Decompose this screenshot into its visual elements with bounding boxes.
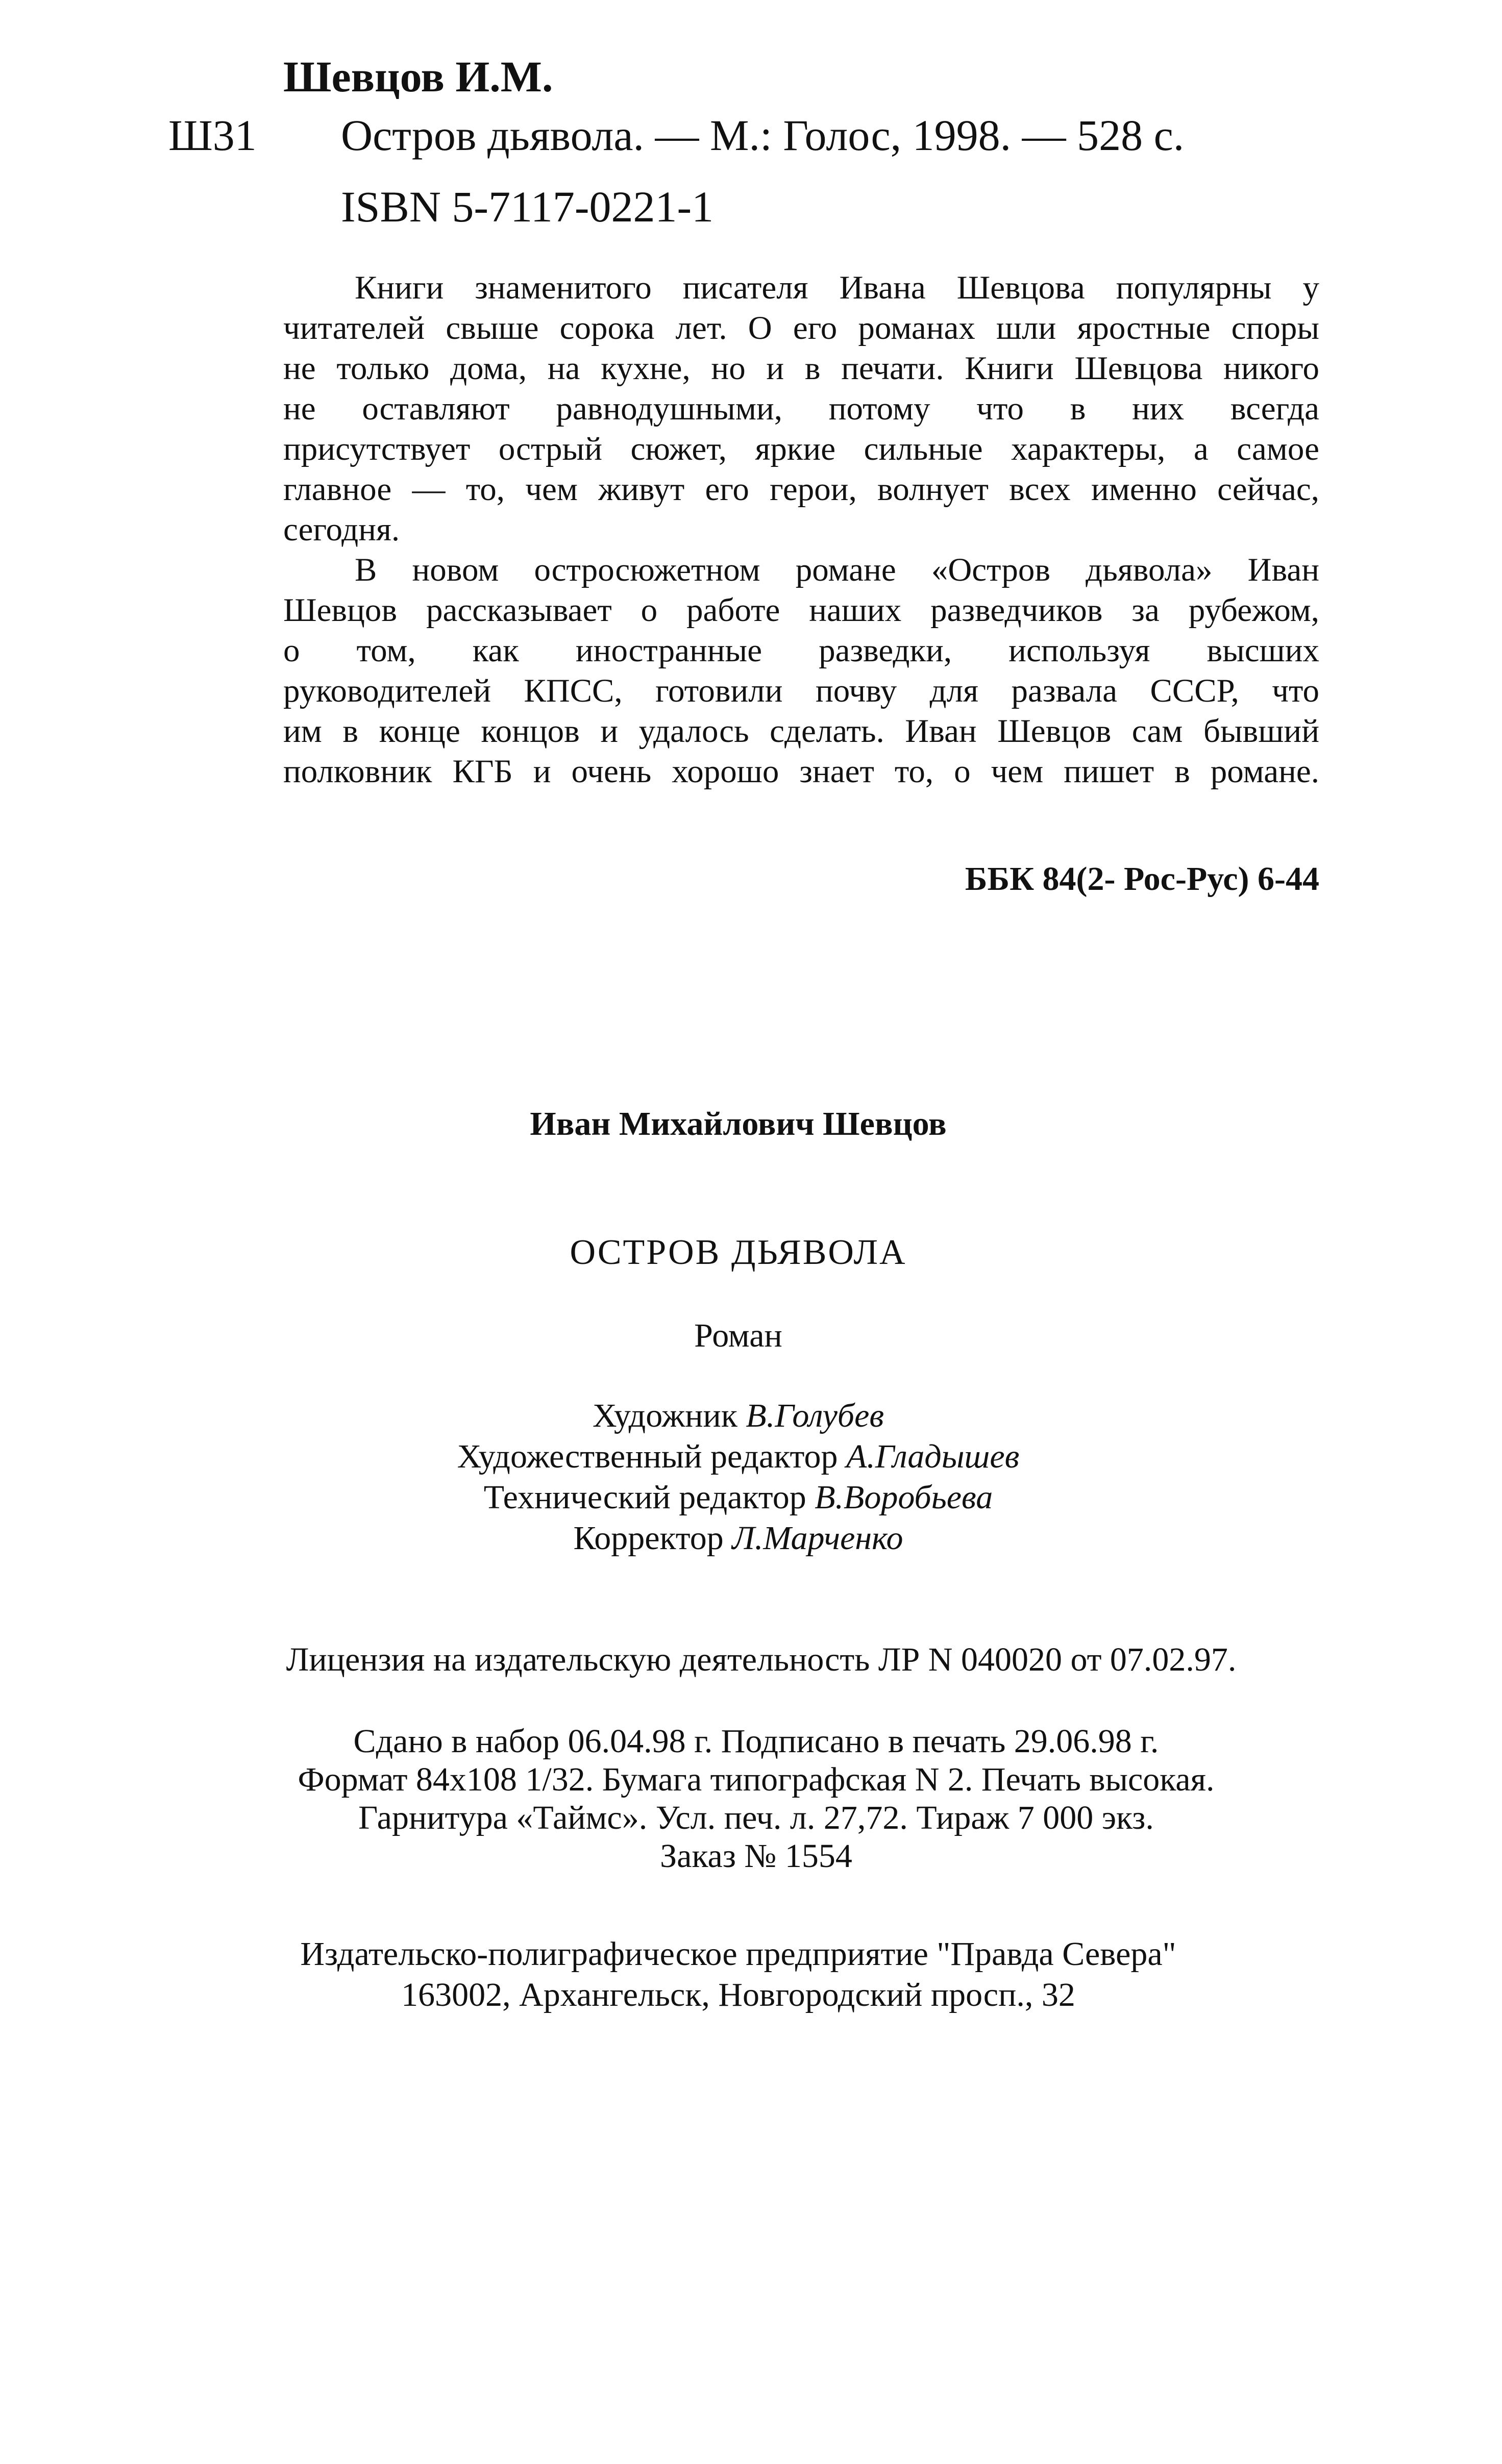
staff-line [0, 1477, 1489, 1518]
staff-name: Л.Марченко [732, 1520, 903, 1557]
annotation-line: Шевцов рассказывает о работе наших разведчиков за рубежом, [283, 592, 1319, 629]
staff-credits [0, 1396, 1489, 1559]
bibliographic-line: Остров дьявола. — М.: Голос, 1998. — 528 с. [341, 111, 1185, 160]
publisher-address: 163002, Архангельск, Новгородский просп., 32 [401, 1976, 1075, 2013]
staff-name: В.Воробьева [815, 1479, 993, 1516]
call-number: Ш31 [168, 111, 257, 160]
book-title: ОСТРОВ ДЬЯВОЛА [570, 1233, 907, 1272]
annotation-line: им в конце концов и удалось сделать. Иван Шевцов сам бывший [283, 713, 1319, 750]
print-info-line: Формат 84x108 1/32. Бумага типографская N 2. Печать высокая. [298, 1761, 1215, 1798]
genre: Роман [694, 1317, 782, 1354]
author-full-name: Иван Михайлович Шевцов [530, 1105, 947, 1142]
staff-role: Художественный редактор [457, 1438, 838, 1475]
annotation-line: читателей свыше сорока лет. О его романах шли яростные споры [283, 310, 1319, 346]
annotation-paragraph-1 [283, 268, 1319, 550]
staff-role: Корректор [573, 1520, 724, 1557]
annotation-line: не только дома, на кухне, но и в печати. Книги Шевцова никого [283, 350, 1319, 387]
annotation-line: присутствует острый сюжет, яркие сильные характеры, а самое [283, 431, 1319, 467]
annotation-line: не оставляют равнодушными, потому что в них всегда [283, 390, 1319, 427]
annotation-line: полковник КГБ и очень хорошо знает то, о чем пишет в романе. [283, 753, 1319, 790]
staff-name: В.Голубев [746, 1397, 884, 1434]
print-info-line: Сдано в набор 06.04.98 г. Подписано в печать 29.06.98 г. [353, 1723, 1159, 1760]
isbn: ISBN 5-7117-0221-1 [341, 182, 714, 231]
publisher-name: Издательско-полиграфическое предприятие "Правда Севера" [300, 1935, 1176, 1973]
annotation [283, 268, 1319, 792]
staff-line [0, 1396, 1489, 1436]
print-info-line: Заказ № 1554 [660, 1837, 852, 1875]
annotation-line: главное — то, чем живут его герои, волнует всех именно сейчас, [283, 471, 1319, 508]
bbk-code: ББК 84(2- Рос-Рус) 6-44 [965, 860, 1319, 898]
staff-line [0, 1436, 1489, 1477]
catalog-author: Шевцов И.М. [283, 52, 553, 101]
print-info [5, 1722, 1502, 1875]
print-info-line: Гарнитура «Таймс». Усл. печ. л. 27,72. Тираж 7 000 экз. [358, 1799, 1154, 1836]
publisher-info [0, 1934, 1489, 2015]
staff-role: Художник [592, 1397, 737, 1434]
annotation-line: руководителей КПСС, готовили почву для развала СССР, что [283, 673, 1319, 709]
annotation-line: В новом остросюжетном романе «Остров дьявола» Иван [355, 552, 1319, 588]
annotation-line: о том, как иностранные разведки, используя высших [283, 632, 1319, 669]
staff-role: Технический редактор [483, 1479, 806, 1516]
license-line: Лицензия на издательскую деятельность ЛР N 040020 от 07.02.97. [286, 1641, 1237, 1678]
staff-line [0, 1518, 1489, 1559]
annotation-line: Книги знаменитого писателя Ивана Шевцова популярны у [355, 269, 1319, 306]
annotation-paragraph-2 [283, 550, 1319, 792]
staff-name: А.Гладышев [846, 1438, 1020, 1475]
annotation-line: сегодня. [283, 511, 400, 548]
